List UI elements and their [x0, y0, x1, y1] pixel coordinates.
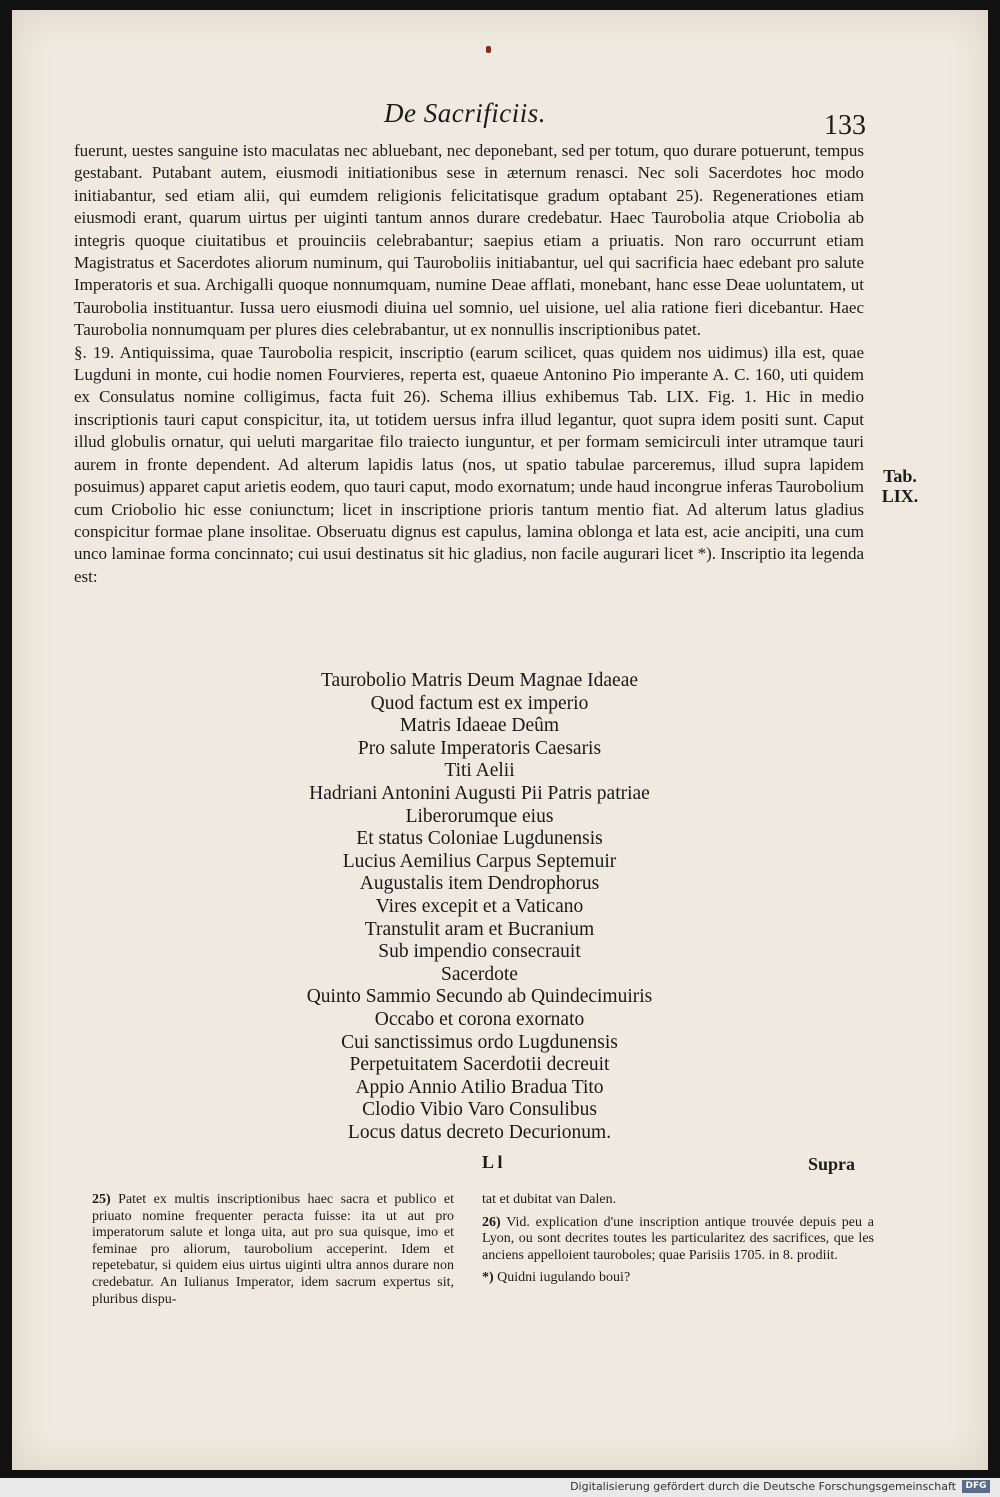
paragraph-1: fuerunt, uestes sanguine isto maculatas nec abluebant, nec deponebant, sed per totum, quo durare potuerunt, tempus gestabant. Putabant autem, eiusmodi initiationibus sese in æternum renasci. Nec soli Sacerdotes hoc modo initiabantur, sed etiam alii, qui eumdem religionis felicitatisque gradum optabant 25). Regenerationes etiam eiusmodi erant, quarum uirtus per uiginti tantum annos durare credebatur. Haec Taurobolia atque Criobolia ab integris quoque ciuitatibus et prouinciis celebrabantur; saepius etiam a priuatis. Non raro occurrunt etiam Magistratus et Sacerdotes aliorum numinum, qui Tauroboliis initiabantur, uel qui sacrificia haec edebant pro salute Imperatoris et sua. Archigalli quoque nonnumquam, numine Deae afflati, monebant, hanc esse Deae uoluntatem, ut Taurobolia instituantur. Iussa uero eiusmodi diuina uel somnio, uel uisione, uel alia ratione fieri dicebantur. Haec Taurobolia nonnumquam per plures dies celebrabantur, ut ex nonnullis inscriptionibus patet. [74, 141, 864, 340]
signature-mark: L l [482, 1152, 503, 1172]
body-text [74, 140, 864, 588]
dfg-logo: DFG [962, 1480, 990, 1493]
inscription-line: Quod factum est ex imperio [370, 692, 589, 714]
inscription-line: Titi Aelii [444, 760, 515, 782]
inscription-line: Sub impendio consecrauit [378, 941, 581, 963]
footnote [482, 1270, 874, 1287]
ink-mark [486, 46, 491, 53]
footnote-text: Quidni iugulando boui? [497, 1270, 631, 1286]
footnote-text: Vid. explication d'une inscription antique trouvée depuis peu a Lyon, ou sont decrites toutes les particularitez des sacrifices, que les anciens appelloient tauroboles; quae Parisiis 1705. in 8. prodiit. [482, 1214, 875, 1263]
inscription-line: Augustalis item Dendrophorus [359, 873, 600, 895]
margin-note-line-1: Tab. [883, 466, 917, 486]
inscription-line: Transtulit aram et Bucranium [364, 918, 595, 940]
paragraph-2: §. 19. Antiquissima, quae Taurobolia respicit, inscriptio (earum scilicet, quas quidem nos uidimus) illa est, quae Lugduni in monte, cui hodie nomen Fourvieres, reperta est, quaeue Antonino Pio imperante A. C. 160, uti quidem ex Consulatus nomine colligimus, facta fuit 26). Schema illius exhibemus Tab. LIX. Fig. 1. Hic in medio inscriptionis tauri caput conspicitur, ita, ut totidem uersus infra illud legantur, quot supra idem positi sunt. Caput illud globulis ornatur, qui ueluti margaritae filo traiecto iunguntur, et per formam semicirculi inter utramque tauri aurem in fronte dependent. Ad alterum lapidis latus (nos, ut spatio tabulae parceremus, illud supra lapidem posuimus) apparet caput arietis eodem, quo tauri caput, modo exornatum; unde haud incongrue inferas Taurobolium cum Criobolio hic esse coniunctum; licet in inscriptione prioris tantum mentio fiat. Ad alterum latus gladius conspicitur formae plane insolitae. Obseruatu dignus est capulus, lamina oblonga et lata est, acie ancipiti, una cum unco laminae forma concinnato; cui usui destinatus sit hic gladius, non facile augurari licet *). Inscriptio ita legenda est: [74, 342, 864, 586]
inscription-line: Et status Coloniae Lugdunensis [356, 828, 603, 850]
inscription-line: Appio Annio Atilio Bradua Tito [355, 1076, 604, 1098]
inscription-line: Liberorumque eius [405, 805, 554, 827]
running-head: De Sacrificiis. [384, 98, 546, 128]
footnote-text: Patet ex multis inscriptionibus haec sacra et publico et priuato nomine frequenter peracta fuisse: ita ut aut pro imperatorum salute et longa uita, aut pro sua quisque, imo et feminae pro aliorum, taurobolium acceperint. Idem et repetebatur, si quidem eius uirtus uiginti ultra annos durare non credebatur. An Iulianus Imperator, idem sacrum expertus sit, pluribus dispu- [92, 1192, 455, 1307]
footnote-number: *) [482, 1270, 494, 1286]
footnote [92, 1192, 454, 1308]
inscription-line: Quinto Sammio Secundo ab Quindecimuiris [306, 986, 653, 1008]
inscription-line: Hadriani Antonini Augusti Pii Patris patriae [309, 782, 650, 804]
catchword: Supra [808, 1154, 856, 1174]
book-page [12, 10, 988, 1470]
footnote-text: tat et dubitat van Dalen. [482, 1192, 617, 1207]
footnote-number: 25) [92, 1192, 111, 1207]
inscription-line: Lucius Aemilius Carpus Septemuir [342, 850, 617, 872]
footnote-number: 26) [482, 1214, 501, 1230]
footer-credit: Digitalisierung gefördert durch die Deutsche Forschungsgemeinschaft [570, 1480, 956, 1493]
inscription-line: Sacerdote [441, 963, 518, 985]
inscription-block [202, 670, 757, 1144]
footnote [482, 1215, 874, 1265]
inscription-line: Vires excepit et a Vaticano [375, 895, 584, 917]
inscription-line: Occabo et corona exornato [374, 1008, 585, 1030]
inscription-line: Clodio Vibio Varo Consulibus [362, 1099, 597, 1121]
inscription-line: Pro salute Imperatoris Caesaris [357, 737, 602, 759]
inscription-line: Cui sanctissimus ordo Lugdunensis [341, 1031, 618, 1053]
page-number: 133 [824, 110, 866, 141]
inscription-line: Taurobolio Matris Deum Magnae Idaeae [320, 670, 639, 691]
inscription-line: Matris Idaeae Deûm [399, 715, 560, 737]
margin-note-line-2: LIX. [881, 486, 919, 506]
inscription-line: Perpetuitatem Sacerdotii decreuit [349, 1054, 610, 1076]
inscription-line: Locus datus decreto Decurionum. [347, 1121, 612, 1143]
footnotes-left [92, 1192, 454, 1314]
footnotes-right [482, 1192, 874, 1293]
footnote [482, 1192, 874, 1209]
margin-note [876, 466, 924, 506]
